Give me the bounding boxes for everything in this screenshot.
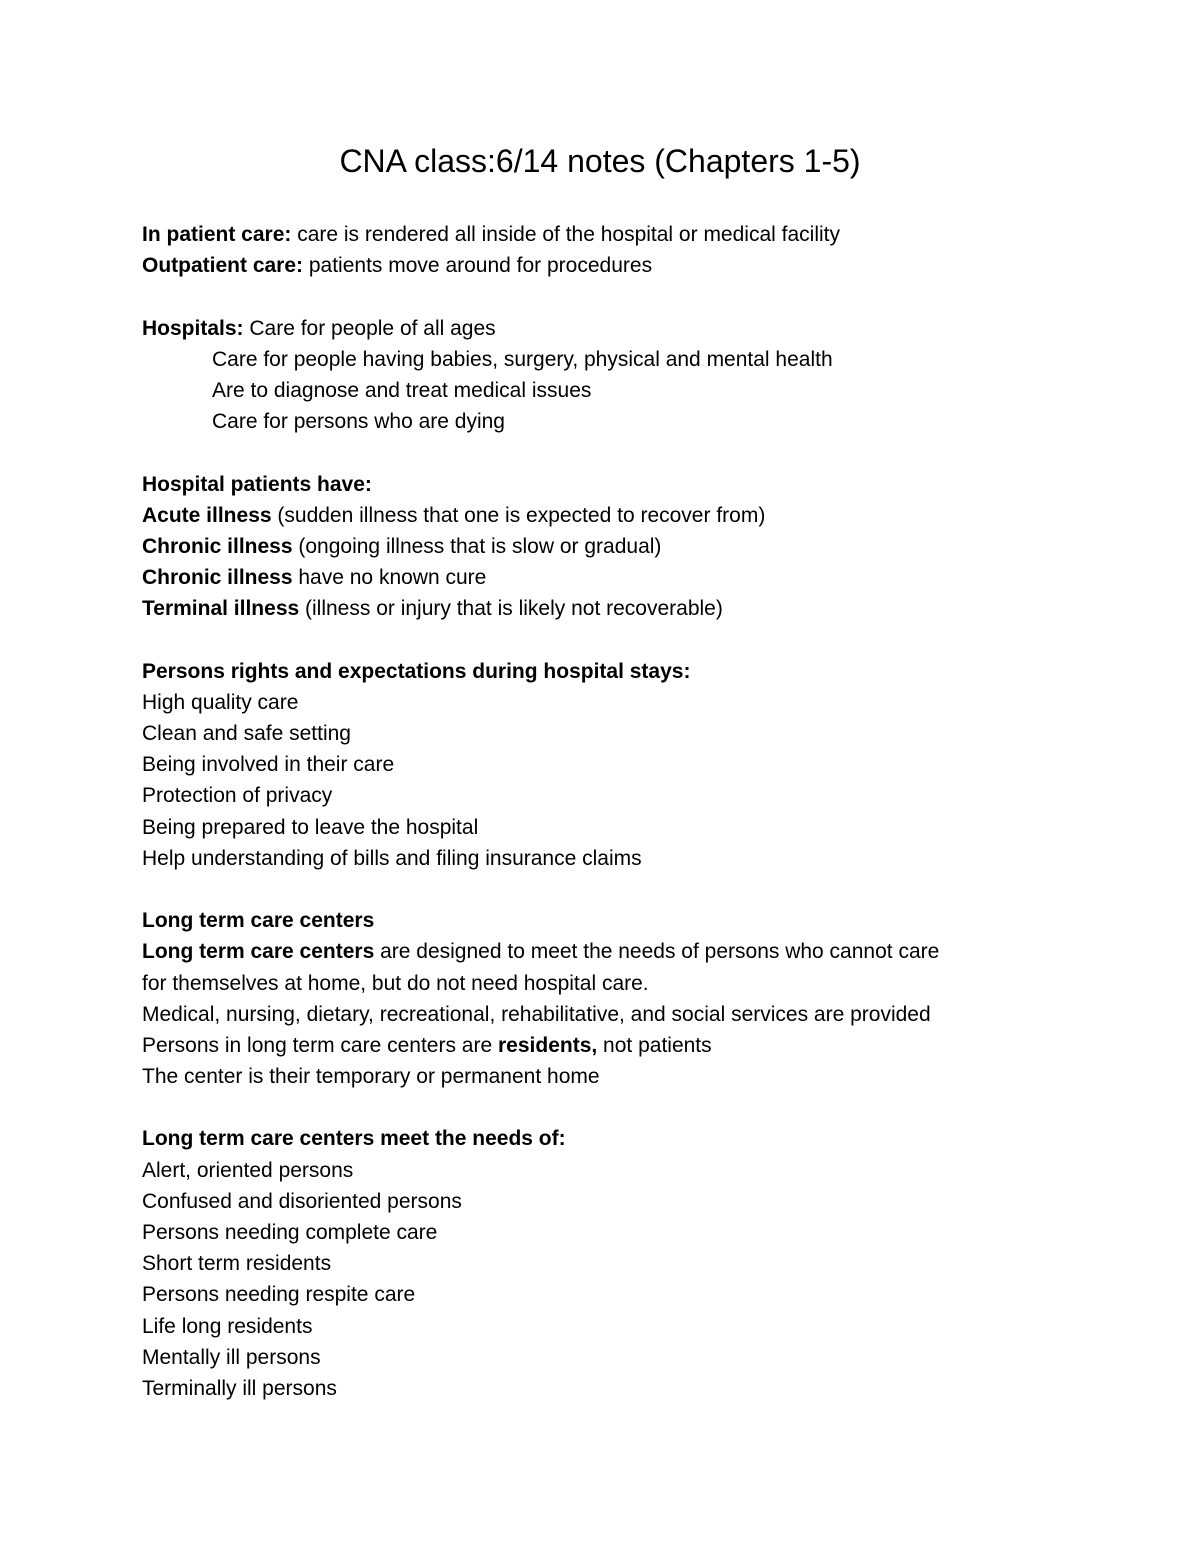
hospital-patients-heading — [142, 469, 1062, 500]
hospitals-label: Hospitals: — [142, 316, 244, 340]
spacer — [142, 437, 1062, 468]
chronic-illness-line — [142, 531, 1062, 562]
outpatient-care-text: patients move around for procedures — [303, 254, 653, 278]
inpatient-care-text: care is rendered all inside of the hospital or medical facility — [291, 223, 840, 246]
long-term-residents-line — [142, 1030, 1062, 1061]
hospitals-sub-item: Care for people having babies, surgery, physical and mental health — [212, 347, 833, 371]
needs-item: Life long residents — [142, 1314, 313, 1338]
hospitals-sub-item: Care for persons who are dying — [212, 410, 505, 434]
needs-item: Persons needing complete care — [142, 1221, 438, 1244]
rights-heading — [142, 656, 1062, 687]
long-term-heading-text: Long term care centers — [142, 909, 375, 933]
long-term-intro-label: Long term care centers — [142, 940, 375, 964]
spacer — [142, 281, 1062, 312]
needs-heading — [142, 1123, 1062, 1154]
page-title: CNA class:6/14 notes (Chapters 1-5) — [339, 143, 861, 179]
long-term-home: The center is their temporary or permanent home — [142, 1065, 600, 1089]
residents-suffix: not patients — [597, 1033, 712, 1057]
residents-bold: residents, — [498, 1033, 598, 1057]
chronic-illness-text: (ongoing illness that is slow or gradual) — [292, 534, 662, 558]
chronic-illness-cure-label: Chronic illness — [142, 566, 293, 590]
long-term-heading — [142, 905, 1062, 936]
rights-item: Clean and safe setting — [142, 722, 351, 745]
residents-prefix: Persons in long term care centers are — [142, 1033, 498, 1057]
rights-item: Being prepared to leave the hospital — [142, 815, 479, 839]
spacer — [142, 874, 1062, 905]
needs-item: Terminally ill persons — [142, 1376, 337, 1400]
acute-illness-text: (sudden illness that one is expected to recover from) — [271, 503, 766, 527]
needs-item: Persons needing respite care — [142, 1283, 416, 1307]
hospitals-line — [142, 313, 1062, 344]
spacer — [142, 624, 1062, 655]
long-term-intro-line — [142, 936, 1062, 967]
rights-item: Being involved in their care — [142, 753, 395, 777]
inpatient-care-line — [142, 219, 1062, 250]
long-term-intro-text: are designed to meet the needs of persons who cannot care — [374, 940, 940, 964]
hospitals-text: Care for people of all ages — [243, 316, 496, 340]
outpatient-care-label: Outpatient care: — [142, 254, 304, 278]
needs-item: Alert, oriented persons — [142, 1158, 354, 1182]
rights-item: High quality care — [142, 690, 299, 714]
needs-item: Mentally ill persons — [142, 1345, 321, 1369]
chronic-illness-cure-text: have no known cure — [292, 566, 487, 590]
hospitals-sub-item: Are to diagnose and treat medical issues — [212, 378, 592, 402]
rights-item: Protection of privacy — [142, 784, 333, 808]
needs-heading-text: Long term care centers meet the needs of: — [142, 1127, 566, 1151]
rights-item: Help understanding of bills and filing insurance claims — [142, 846, 642, 870]
needs-item: Confused and disoriented persons — [142, 1189, 462, 1213]
chronic-illness-cure-line — [142, 562, 1062, 593]
rights-heading-text: Persons rights and expectations during hospital stays: — [142, 659, 691, 683]
acute-illness-line — [142, 500, 1062, 531]
spacer — [142, 1092, 1062, 1123]
terminal-illness-line — [142, 593, 1062, 624]
document-body — [142, 219, 1062, 1404]
outpatient-care-line — [142, 250, 1062, 281]
hospital-patients-heading-text: Hospital patients have: — [142, 472, 372, 496]
needs-item: Short term residents — [142, 1252, 332, 1276]
inpatient-care-label: In patient care: — [142, 223, 292, 246]
terminal-illness-label: Terminal illness — [142, 597, 300, 621]
acute-illness-label: Acute illness — [142, 503, 272, 527]
chronic-illness-label: Chronic illness — [142, 534, 293, 558]
long-term-services: Medical, nursing, dietary, recreational, rehabilitative, and social services are provided — [142, 1002, 931, 1026]
terminal-illness-text: (illness or injury that is likely not recoverable) — [299, 597, 723, 621]
long-term-intro-continued: for themselves at home, but do not need hospital care. — [142, 971, 649, 995]
